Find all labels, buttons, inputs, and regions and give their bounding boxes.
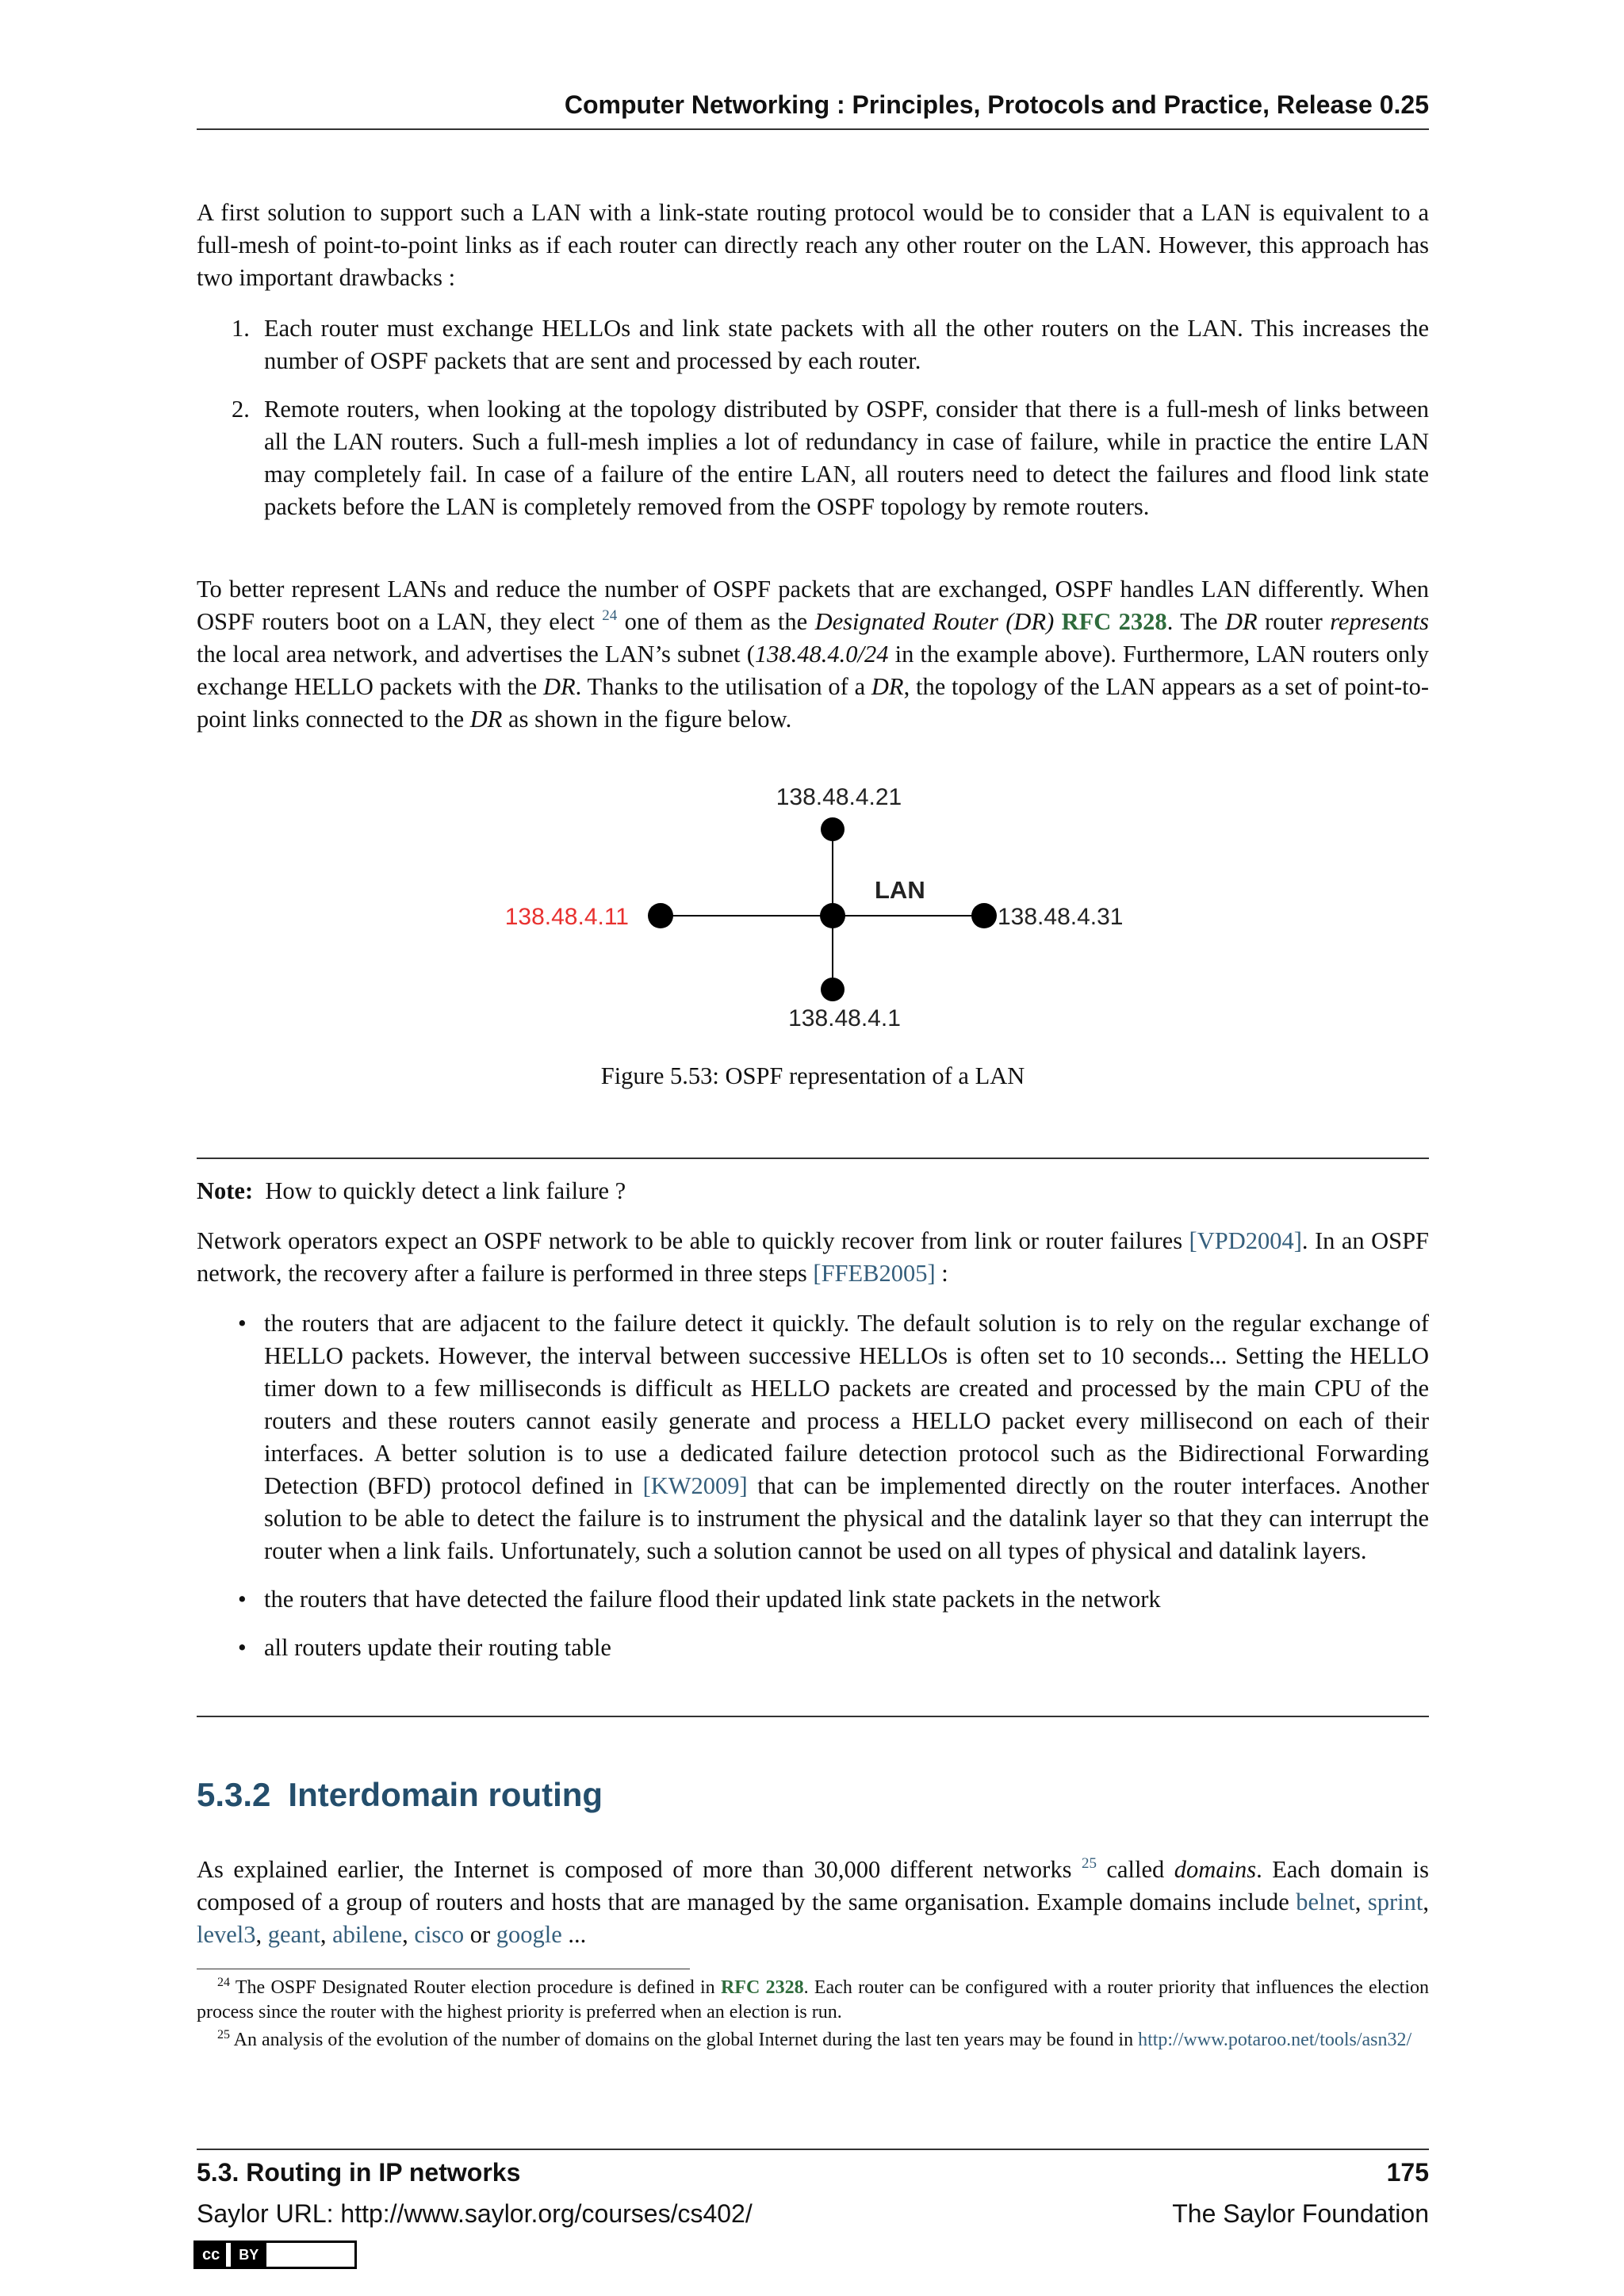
list-text: all routers update their routing table bbox=[264, 1634, 611, 1661]
note-paragraph bbox=[197, 1225, 1429, 1290]
text-run: : bbox=[935, 1260, 948, 1287]
text-run: router bbox=[1257, 608, 1331, 635]
text-run: one of them as the bbox=[617, 608, 815, 635]
saylor-foundation: The Saylor Foundation bbox=[1172, 2199, 1429, 2228]
text-run: called bbox=[1096, 1856, 1174, 1883]
separator: , bbox=[1423, 1888, 1430, 1915]
link-sprint[interactable]: sprint bbox=[1367, 1888, 1423, 1915]
link-abilene[interactable]: abilene bbox=[332, 1921, 403, 1948]
text-run: . Each router can be configured with a router priority that influences the election process since the router with the highest priority is preferred when an election is run. bbox=[197, 1977, 1429, 2022]
rfc-2328-link[interactable]: RFC 2328 bbox=[720, 1977, 804, 1998]
dr-paragraph bbox=[197, 573, 1429, 736]
footnote-number: 25 bbox=[217, 2028, 230, 2042]
interdomain-paragraph bbox=[197, 1854, 1429, 1951]
list-item bbox=[197, 1583, 1429, 1616]
list-text: the routers that have detected the failure flood their updated link state packets in the network bbox=[264, 1586, 1161, 1613]
lan-topology-figure bbox=[197, 777, 1429, 1039]
list-item bbox=[197, 1632, 1429, 1664]
label-bottom: 138.48.4.1 bbox=[788, 1005, 901, 1031]
dr-abbrev: DR bbox=[542, 673, 576, 700]
dr-abbrev: DR bbox=[1224, 608, 1258, 635]
text-run: , the topology of the LAN appears as a set of point-to-point links connected to the bbox=[197, 673, 1429, 733]
recovery-steps-list bbox=[197, 1307, 1429, 1680]
bullet: • bbox=[238, 1634, 247, 1661]
text-run: To better represent LANs and reduce the number of OSPF packets that are exchanged, OSPF handles LAN differently. When OSPF routers boot on a LAN, they elect bbox=[197, 576, 1429, 635]
potaroo-url-link[interactable]: http://www.potaroo.net/tools/asn32/ bbox=[1138, 2030, 1412, 2050]
page bbox=[197, 0, 1429, 2296]
text-run: in the example above). Furthermore, LAN routers only exchange HELLO packets with the bbox=[197, 641, 1429, 700]
page-number: 175 bbox=[1386, 2158, 1429, 2187]
cite-ffeb2005[interactable]: [FFEB2005] bbox=[813, 1260, 936, 1287]
list-text: Remote routers, when looking at the topology distributed by OSPF, consider that there is a full-mesh of links between all the LAN routers. Such a full-mesh implies a lot of redundancy in case of failure, while in practice the entire LAN may completely fail. In case of a failure of the entire LAN, all routers need to detect the failures and flood link state packets before the LAN is completely removed from the OSPF topology by remote routers. bbox=[264, 396, 1429, 520]
note-heading bbox=[197, 1175, 1429, 1207]
text-run: . In an OSPF network, the recovery after a failure is performed in three steps bbox=[197, 1227, 1429, 1287]
text-run: An analysis of the evolution of the number of domains on the global Internet during the last ten years may be found in bbox=[230, 2030, 1139, 2050]
note-title: How to quickly detect a link failure ? bbox=[265, 1177, 626, 1204]
list-item bbox=[197, 393, 1429, 523]
note-top-rule bbox=[197, 1158, 1429, 1159]
text-run: that can be implemented directly on the router interfaces. Another solution to be able to detect the failure is to instrument the physical and the datalink layer so that they can interrupt the router when a link fails. Unfortunately, such a solution cannot be used on all types of physical and datalink layers. bbox=[264, 1472, 1429, 1564]
router-node-left bbox=[648, 903, 673, 928]
saylor-url: Saylor URL: http://www.saylor.org/courses/cs402/ bbox=[197, 2199, 753, 2228]
figure-caption: Figure 5.53: OSPF representation of a LAN bbox=[600, 1062, 1025, 1089]
note-bottom-rule bbox=[197, 1716, 1429, 1717]
footnote-number: 24 bbox=[217, 1976, 230, 1989]
link-level3[interactable]: level3 bbox=[197, 1921, 256, 1948]
bullet: • bbox=[238, 1310, 247, 1337]
header-rule bbox=[197, 128, 1429, 130]
text-run: ... bbox=[561, 1921, 587, 1948]
link-belnet[interactable]: belnet bbox=[1296, 1888, 1355, 1915]
label-top: 138.48.4.21 bbox=[776, 784, 902, 810]
list-item bbox=[197, 1307, 1429, 1567]
footnote-ref-24[interactable]: 24 bbox=[602, 607, 618, 624]
represents-term: represents bbox=[1330, 608, 1429, 635]
footer-section: 5.3. Routing in IP networks bbox=[197, 2158, 521, 2187]
dr-abbrev: DR bbox=[469, 706, 503, 733]
list-item bbox=[197, 312, 1429, 377]
text-run: . Thanks to the utilisation of a bbox=[575, 673, 871, 700]
footnote-ref-25[interactable]: 25 bbox=[1081, 1855, 1097, 1872]
separator: , bbox=[1354, 1888, 1368, 1915]
note-label: Note: bbox=[197, 1177, 254, 1204]
footnotes bbox=[197, 1976, 1429, 2056]
list-number: 2. bbox=[232, 396, 250, 423]
separator: , bbox=[320, 1921, 333, 1948]
cc-by-license-badge bbox=[193, 2241, 357, 2269]
running-head: Computer Networking : Principles, Protocols and Practice, Release 0.25 bbox=[564, 90, 1429, 119]
text-run: The OSPF Designated Router election procedure is defined in bbox=[230, 1977, 721, 1998]
section-number: 5.3.2 bbox=[197, 1776, 271, 1813]
separator: , bbox=[402, 1921, 415, 1948]
bullet: • bbox=[238, 1586, 247, 1613]
subnet: 138.48.4.0/24 bbox=[754, 641, 889, 668]
link-cisco[interactable]: cisco bbox=[414, 1921, 465, 1948]
text-run: the local area network, and advertises the LAN’s subnet ( bbox=[197, 641, 755, 668]
rfc-2328-link[interactable]: RFC 2328 bbox=[1061, 608, 1167, 635]
text-run: As explained earlier, the Internet is composed of more than 30,000 different networks bbox=[197, 1856, 1082, 1883]
link-geant[interactable]: geant bbox=[267, 1921, 320, 1948]
label-lan: LAN bbox=[875, 876, 925, 904]
drawbacks-list bbox=[197, 312, 1429, 539]
by-icon: BY bbox=[231, 2243, 266, 2267]
section-title: Interdomain routing bbox=[288, 1776, 603, 1813]
cc-icon: cc bbox=[196, 2243, 226, 2267]
separator: , bbox=[255, 1921, 268, 1948]
label-left: 138.48.4.11 bbox=[504, 904, 629, 930]
footer-rule bbox=[197, 2149, 1429, 2150]
dr-term: Designated Router (DR) bbox=[814, 608, 1055, 635]
section-heading bbox=[197, 1776, 603, 1814]
router-node-top bbox=[821, 817, 845, 841]
footnote-24 bbox=[197, 1976, 1429, 2025]
domains-term: domains bbox=[1174, 1856, 1257, 1883]
text-run: the routers that are adjacent to the failure detect it quickly. The default solution is to rely on the regular exchange of HELLO packets. However, the interval between successive HELLOs is often set to 10 seconds... Setting the HELLO timer down to a few milliseconds is difficult as HELLO packets are created and processed by the main CPU of the routers and these routers cannot easily generate and process a HELLO packet every millisecond on each of their interfaces. A better solution is to use a dedicated failure detection protocol such as the Bidirectional Forwarding Detection (BFD) protocol defined in bbox=[264, 1310, 1429, 1499]
link-google[interactable]: google bbox=[496, 1921, 562, 1948]
router-node-right bbox=[971, 903, 997, 928]
text-run: as shown in the figure below. bbox=[502, 706, 792, 733]
text-run: . Each domain is composed of a group of routers and hosts that are managed by the same organisation. Example domains include bbox=[197, 1856, 1429, 1915]
text-run: or bbox=[464, 1921, 496, 1948]
cite-vpd2004[interactable]: [VPD2004] bbox=[1189, 1227, 1302, 1254]
intro-paragraph: A first solution to support such a LAN with a link-state routing protocol would be to consider that a LAN is equivalent to a full-mesh of point-to-point links as if each router can directly reach any other router on the LAN. However, this approach has two important drawbacks : bbox=[197, 199, 1429, 291]
list-number: 1. bbox=[232, 315, 250, 342]
list-text: Each router must exchange HELLOs and link state packets with all the other routers on the LAN. This increases the number of OSPF packets that are sent and processed by each router. bbox=[264, 315, 1429, 374]
router-node-bottom bbox=[821, 978, 845, 1001]
footnote-25 bbox=[197, 2028, 1429, 2053]
cite-kw2009[interactable]: [KW2009] bbox=[642, 1472, 748, 1499]
label-right: 138.48.4.31 bbox=[998, 904, 1124, 930]
dr-abbrev: DR bbox=[871, 673, 904, 700]
text-run: Network operators expect an OSPF network to be able to quickly recover from link or router failures bbox=[197, 1227, 1189, 1254]
text-run: . The bbox=[1166, 608, 1225, 635]
lan-node-dr bbox=[820, 903, 845, 928]
